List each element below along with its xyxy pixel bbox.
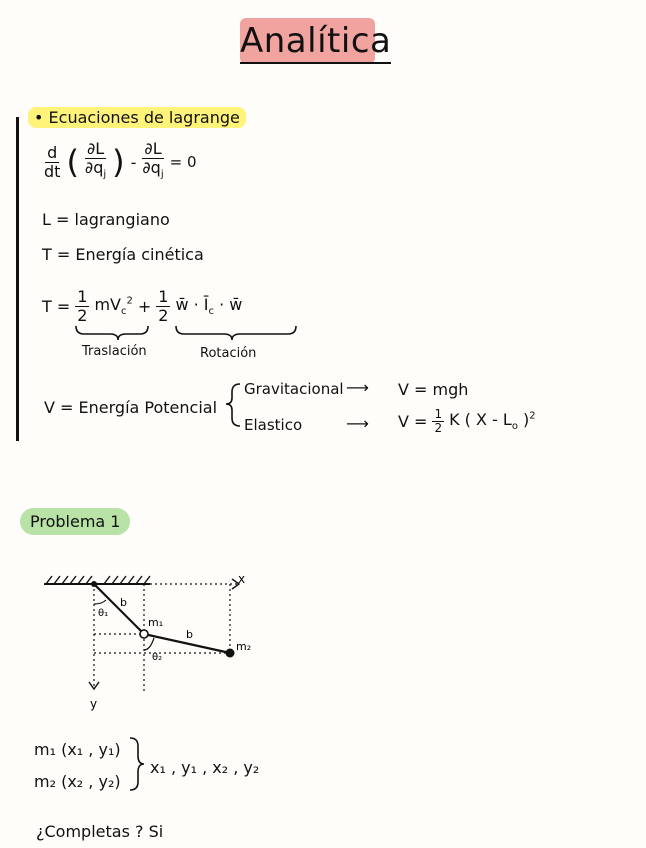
gravitational-label: Gravitacional [244, 380, 344, 398]
translation-label: Traslación [82, 344, 147, 359]
mass-1 [140, 630, 148, 638]
rotation-label: Rotación [200, 346, 257, 361]
theta1-label: θ₁ [98, 608, 109, 619]
problem-heading: Problema 1 [20, 512, 130, 531]
lagrange-equation: $\frac{d}{dt}$ ( $\frac{\partial L}{\partial q_j}$ ) - $\frac{\partial L}{\partial q_j}$ = 0 [44, 139, 197, 182]
kinetic-energy-definition: T = Energía cinética [42, 245, 204, 264]
generalized-variables: x₁ , y₁ , x₂ , y₂ [150, 758, 260, 777]
elastic-equation: V = $\frac{1}{2}$ K ( X - $L_o$ )$^2$ [398, 407, 536, 435]
potential-brace [226, 384, 240, 426]
lagrangian-definition: L = lagrangiano [42, 210, 170, 229]
elastic-label: Elastico [244, 416, 303, 434]
coordinates-brace [130, 738, 144, 790]
page-title: Analítica [240, 18, 375, 64]
m2-coordinates: m₂ (x₂ , y₂) [34, 772, 121, 791]
section-heading: • Ecuaciones de lagrange [28, 108, 246, 127]
potential-energy-definition: V = Energía Potencial [44, 398, 218, 417]
rotation-brace [176, 326, 296, 340]
rod2-length-label: b [186, 628, 193, 641]
rod1-length-label: b [120, 596, 127, 609]
x-axis-label: x [238, 572, 246, 586]
mass-2 [226, 649, 235, 658]
double-pendulum-diagram [0, 560, 646, 720]
theta2-label: θ₂ [152, 652, 163, 663]
arrow-icon: ⟶ [346, 414, 369, 433]
completeness-question: ¿Completas ? Si [36, 822, 164, 841]
gravitational-equation: V = mgh [398, 380, 469, 399]
m2-label: m₂ [236, 640, 252, 653]
y-axis-label: y [90, 697, 98, 711]
m1-coordinates: m₁ (x₁ , y₁) [34, 740, 121, 759]
arrow-icon: ⟶ [346, 378, 369, 397]
kinetic-energy-formula: T = $\frac{1}{2}$ $mV_c^2$ + $\frac{1}{2}$ w̄ · $Ī_c$ · w̄ [42, 287, 243, 325]
translation-brace [76, 326, 148, 340]
m1-label: m₁ [148, 616, 164, 629]
